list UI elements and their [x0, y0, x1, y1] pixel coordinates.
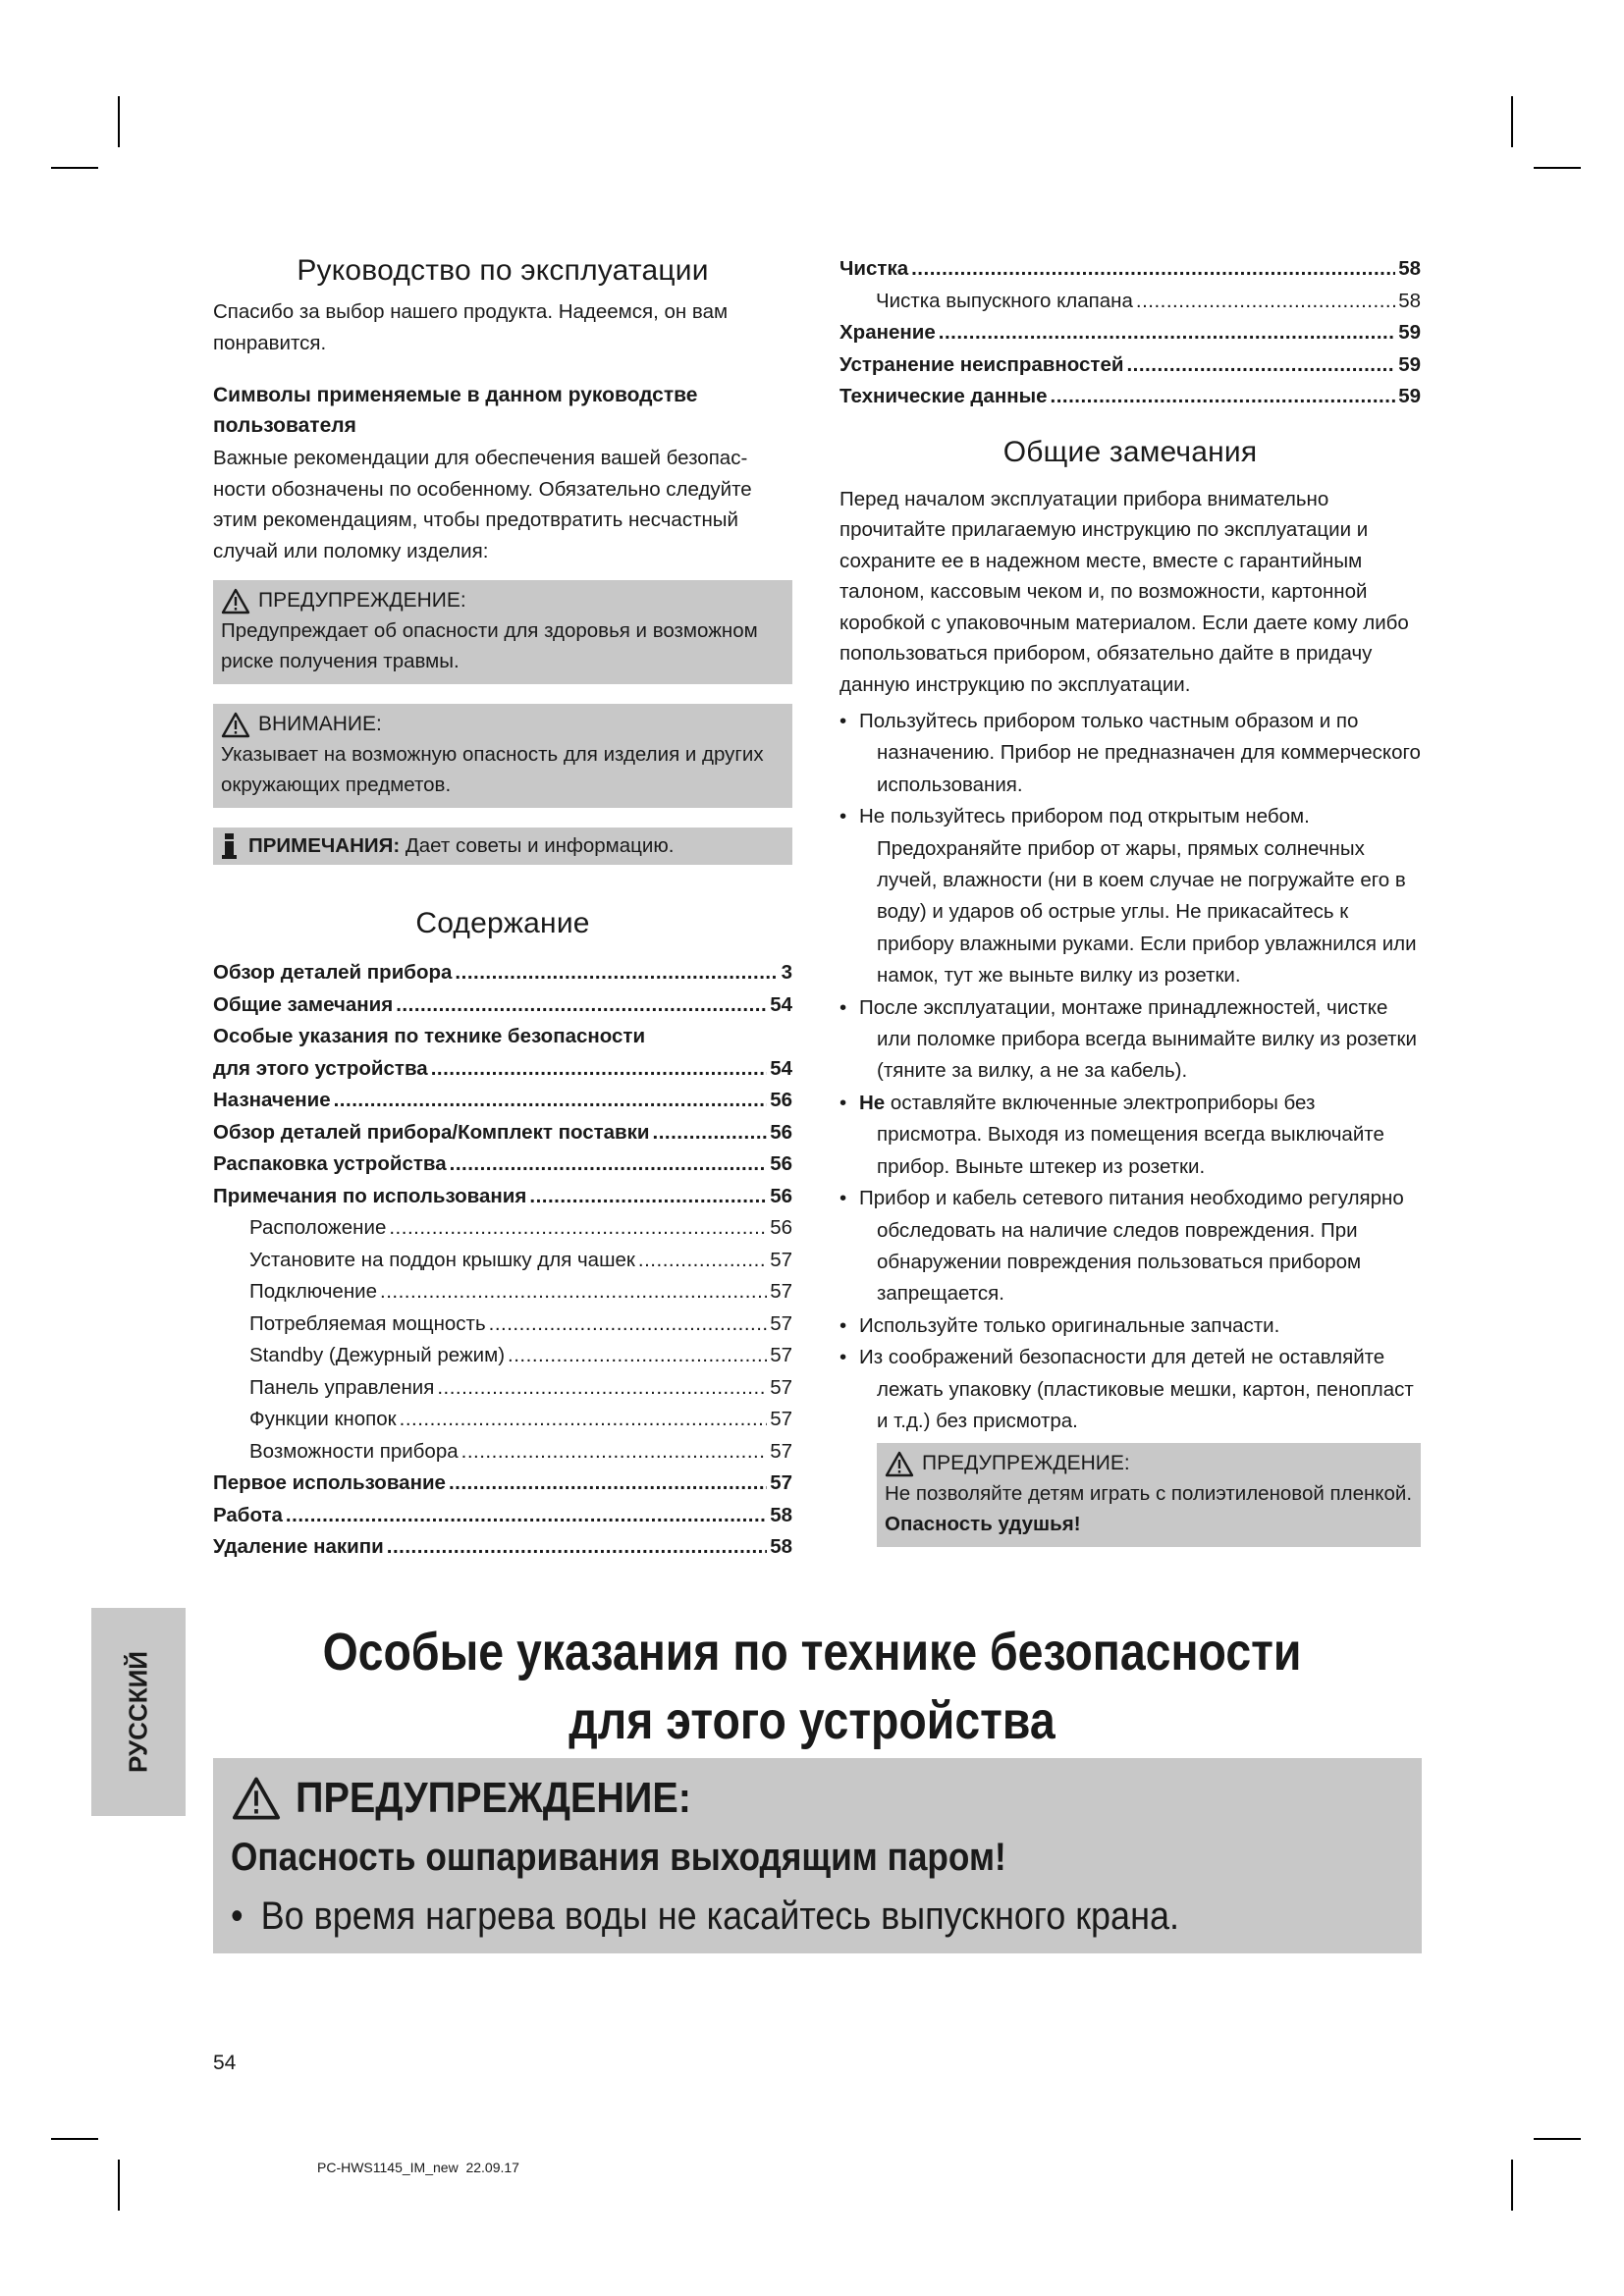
toc-entry [213, 1148, 792, 1181]
toc-entry-label: для этого устройства [213, 1056, 428, 1080]
toc-leader-dots [461, 1436, 768, 1468]
toc-entry-page: 56 [770, 1089, 792, 1111]
toc-leader-dots [638, 1245, 767, 1277]
toc-leader-dots [455, 957, 778, 989]
general-remarks-text: Перед началом эксплуатации прибора внимательно прочитайте прилагаемую инструкцию по эксплуатации и сохраните ее в надежном месте, вместе с гарантийным талоном, кассовым чеком и, по возможности, картонной коробкой с упаковочным материалом. Если даете кому либо попользоваться прибором, обязательно дайте в придачу данную инструкцию по эксплуатации. [839, 487, 1409, 696]
toc-entry [213, 1117, 792, 1149]
toc-leader-dots [653, 1117, 768, 1149]
general-remarks-title: Общие замечания [1002, 435, 1258, 468]
toc-entry-label: Расположение [249, 1216, 387, 1239]
safety-bullet-text: Из соображений безопасности для детей не оставляйте лежать упаковку (пластиковые мешки, картон, пенопласт и т.д.) без присмотра. [859, 1346, 1414, 1432]
note-box-label: ПРИМЕЧАНИЯ: [248, 834, 401, 857]
right-warning-box [877, 1443, 1421, 1547]
toc-entry [213, 1308, 792, 1341]
toc-entry-page: 59 [1398, 321, 1421, 344]
toc-entry-page: 59 [1398, 385, 1421, 407]
warning-triangle-icon [221, 712, 250, 738]
safety-bullet [839, 1088, 1421, 1183]
safety-bullet [839, 1310, 1421, 1342]
caution-box-title: ВНИМАНИЕ: [258, 713, 382, 735]
manual-title: Руководство по эксплуатации [297, 254, 709, 287]
toc-entry-page: 3 [781, 961, 792, 984]
safety-bullet-text: Пользуйтесь прибором только частным образом и по назначению. Прибор не предназначен для коммерческого использования. [859, 710, 1421, 796]
crop-mark [118, 96, 120, 147]
toc-entry [213, 1245, 792, 1277]
toc-entry-label: Чистка [839, 257, 909, 280]
toc-entry-page: 57 [770, 1408, 792, 1430]
toc-entry-label: Потребляемая мощность [249, 1311, 486, 1335]
toc-leader-dots [489, 1308, 768, 1341]
toc-entry-page: 56 [770, 1120, 792, 1144]
right-warning-box-bold: Опасность удушья! [885, 1513, 1081, 1536]
warning-triangle-icon [885, 1451, 914, 1477]
left-column [213, 253, 792, 1564]
crop-mark [51, 2138, 98, 2140]
toc-leader-dots [1136, 286, 1395, 318]
toc-entry-page: 57 [770, 1280, 792, 1303]
toc-leader-dots [529, 1181, 767, 1213]
table-of-contents [213, 957, 792, 1564]
toc-entry [839, 253, 1421, 286]
toc-entry-page: 58 [770, 1503, 792, 1526]
toc-entry-label: Функции кнопок [249, 1408, 397, 1430]
toc-leader-dots [437, 1372, 767, 1405]
symbols-text: Важные рекомендации для обеспечения вашей безопасности обозначены по особенному. Обязательно следуйте этим рекомендациям, чтобы предотвратить несчастный случай или поломку изделия: [213, 447, 752, 562]
scald-warning-subtitle: Опасность ошпаривания выходящим паром! [231, 1836, 1006, 1879]
toc-entry-label: Возможности прибора [249, 1439, 459, 1463]
toc-entry [213, 1181, 792, 1213]
toc-entry-page: 57 [770, 1311, 792, 1335]
safety-bullet [839, 801, 1421, 991]
crop-mark [1511, 96, 1513, 147]
safety-bullet [839, 1342, 1421, 1437]
toc-leader-dots [389, 1212, 767, 1245]
toc-entry [839, 349, 1421, 382]
toc-entry-page: 54 [770, 1056, 792, 1080]
warning-box-text: Предупреждает об опасности для здоровья и возможном риске получения травмы. [221, 619, 758, 672]
scald-warning-title: ПРЕДУПРЕЖДЕНИЕ: [296, 1774, 691, 1822]
toc-leader-dots [286, 1500, 767, 1532]
toc-entry [213, 989, 792, 1022]
safety-bullet [839, 992, 1421, 1088]
toc-entry-label: Чистка выпускного клапана [876, 289, 1133, 312]
toc-entry-page: 58 [1398, 257, 1421, 280]
symbols-heading: Символы применяемые в данном руководстве пользователя [213, 384, 698, 437]
toc-entry-label: Распаковка устройства [213, 1152, 447, 1175]
toc-leader-dots [396, 989, 767, 1022]
safety-bullet-bold: Не [859, 1091, 886, 1114]
safety-title-line2: для этого устройства [568, 1691, 1056, 1750]
toc-leader-dots [1051, 381, 1396, 413]
page-number: 54 [213, 2052, 237, 2074]
toc-entry-page: 56 [770, 1184, 792, 1207]
safety-bullet [839, 706, 1421, 801]
toc-entry [839, 381, 1421, 413]
toc-entry-page: 59 [1398, 352, 1421, 376]
toc-entry-label: Обзор деталей прибора/Комплект поставки [213, 1120, 650, 1144]
scald-warning-box: ПРЕДУПРЕЖДЕНИЕ: Опасность ошпаривания выходящим паром! • Во время нагрева воды не касайтесь выпускного крана. [213, 1758, 1422, 1953]
caution-box-text: Указывает на возможную опасность для изделия и других окружающих предметов. [221, 743, 764, 796]
right-column [839, 253, 1421, 1547]
safety-bullet [839, 1183, 1421, 1310]
toc-leader-dots [911, 253, 1395, 286]
toc-leader-dots [508, 1340, 767, 1372]
toc-entry-label: Установите на поддон крышку для чашек [249, 1248, 635, 1271]
toc-entry-label: Удаление накипи [213, 1535, 384, 1558]
safety-bullet-text: Прибор и кабель сетевого питания необходимо регулярно обследовать на наличие следов повреждения. При обнаружении повреждения пользоваться прибором запрещается. [859, 1187, 1404, 1306]
toc-entry-page: 57 [770, 1344, 792, 1366]
crop-mark [1511, 2160, 1513, 2211]
toc-leader-dots [431, 1053, 768, 1086]
table-of-contents-continued [839, 253, 1421, 413]
toc-entry-label: Примечания по использования [213, 1184, 527, 1207]
intro-text: Спасибо за выбор нашего продукта. Надеемся, он вам понравится. [213, 300, 729, 354]
safety-bullet-text: Используйте только оригинальные запчасти. [859, 1313, 1280, 1337]
toc-entry [213, 1021, 792, 1053]
footer-code: PC-HWS1145_IM_new 22.09.17 [317, 2160, 519, 2175]
toc-entry-label: Назначение [213, 1089, 331, 1111]
right-warning-box-title: ПРЕДУПРЕЖДЕНИЕ: [922, 1452, 1130, 1475]
toc-entry-label: Работа [213, 1503, 283, 1526]
toc-entry [839, 317, 1421, 349]
toc-entry-page: 56 [770, 1152, 792, 1175]
toc-leader-dots [1126, 349, 1395, 382]
caution-box [213, 704, 792, 808]
toc-entry [213, 1404, 792, 1436]
toc-leader-dots [449, 1468, 767, 1500]
toc-entry-label: Особые указания по технике безопасности [213, 1025, 646, 1047]
toc-entry-page: 56 [770, 1216, 792, 1239]
toc-entry [213, 1340, 792, 1372]
toc-entry-label: Standby (Дежурный режим) [249, 1344, 506, 1366]
safety-bullet-text: После эксплуатации, монтаже принадлежностей, чистке или поломке прибора всегда вынимайте вилку из розетки (тяните за вилку, а не за кабель). [859, 995, 1417, 1083]
toc-entry [213, 1085, 792, 1117]
toc-entry [213, 1053, 792, 1086]
safety-bullet-text: Не пользуйтесь прибором под открытым небом. Предохраняйте прибор от жары, прямых солнечных лучей, влажности (ни в коем случае не погружайте его в воду) и ударов об острые углы. Не прикасайтесь к прибору влажными руками. Если прибор увлажнился или намок, тут же выньте вилку из розетки. [859, 805, 1417, 988]
crop-mark [1534, 167, 1581, 169]
toc-entry [213, 1212, 792, 1245]
toc-entry [213, 957, 792, 989]
toc-entry-label: Технические данные [839, 385, 1048, 407]
toc-entry [213, 1436, 792, 1468]
toc-leader-dots [380, 1276, 767, 1308]
crop-mark [51, 167, 98, 169]
right-warning-box-text: Не позволяйте детям играть с полиэтиленовой пленкой. [885, 1482, 1413, 1506]
toc-entry-label: Устранение неисправностей [839, 352, 1124, 376]
safety-section-title [114, 1618, 1510, 1755]
toc-entry-page: 57 [770, 1248, 792, 1271]
warning-box-title: ПРЕДУПРЕЖДЕНИЕ: [258, 589, 466, 612]
toc-entry [213, 1500, 792, 1532]
toc-leader-dots [450, 1148, 768, 1181]
toc-entry-label: Подключение [249, 1280, 377, 1303]
toc-entry-label: Хранение [839, 321, 936, 344]
toc-entry-label: Панель управления [249, 1375, 435, 1399]
toc-entry-page: 57 [770, 1439, 792, 1463]
toc-leader-dots [939, 317, 1395, 349]
info-icon [221, 833, 239, 859]
toc-entry-page: 58 [1398, 289, 1421, 312]
warning-triangle-icon [231, 1776, 282, 1821]
toc-entry [839, 286, 1421, 318]
toc-entry-page: 54 [770, 992, 792, 1016]
toc-entry-page: 57 [770, 1375, 792, 1399]
toc-entry [213, 1372, 792, 1405]
note-box [213, 828, 792, 865]
toc-entry [213, 1276, 792, 1308]
warning-triangle-icon [221, 588, 250, 614]
toc-entry-page: 58 [770, 1535, 792, 1558]
language-label: РУССКИЙ [123, 1651, 153, 1773]
scald-warning-bullet: Во время нагрева воды не касайтесь выпускного крана. [260, 1895, 1179, 1938]
toc-entry-label: Обзор деталей прибора [213, 961, 453, 984]
language-side-tab [91, 1608, 186, 1816]
toc-leader-dots [334, 1085, 768, 1117]
warning-box [213, 580, 792, 684]
toc-entry [213, 1531, 792, 1564]
toc-entry [213, 1468, 792, 1500]
crop-mark [118, 2160, 120, 2211]
toc-leader-dots [400, 1404, 768, 1436]
toc-entry-page: 57 [770, 1471, 792, 1494]
contents-title: Содержание [415, 907, 590, 939]
safety-bullet-text: оставляйте включенные электроприборы без присмотра. Выходя из помещения всегда выключайте прибор. Выньте штекер из розетки. [877, 1091, 1384, 1178]
toc-leader-dots [387, 1531, 767, 1564]
safety-bullet-list [839, 706, 1421, 1437]
toc-entry-label: Первое использование [213, 1471, 446, 1494]
crop-mark [1534, 2138, 1581, 2140]
note-box-text: Дает советы и информацию. [400, 834, 675, 857]
safety-title-line1: Особые указания по технике безопасности [322, 1623, 1302, 1682]
toc-entry-label: Общие замечания [213, 992, 394, 1016]
